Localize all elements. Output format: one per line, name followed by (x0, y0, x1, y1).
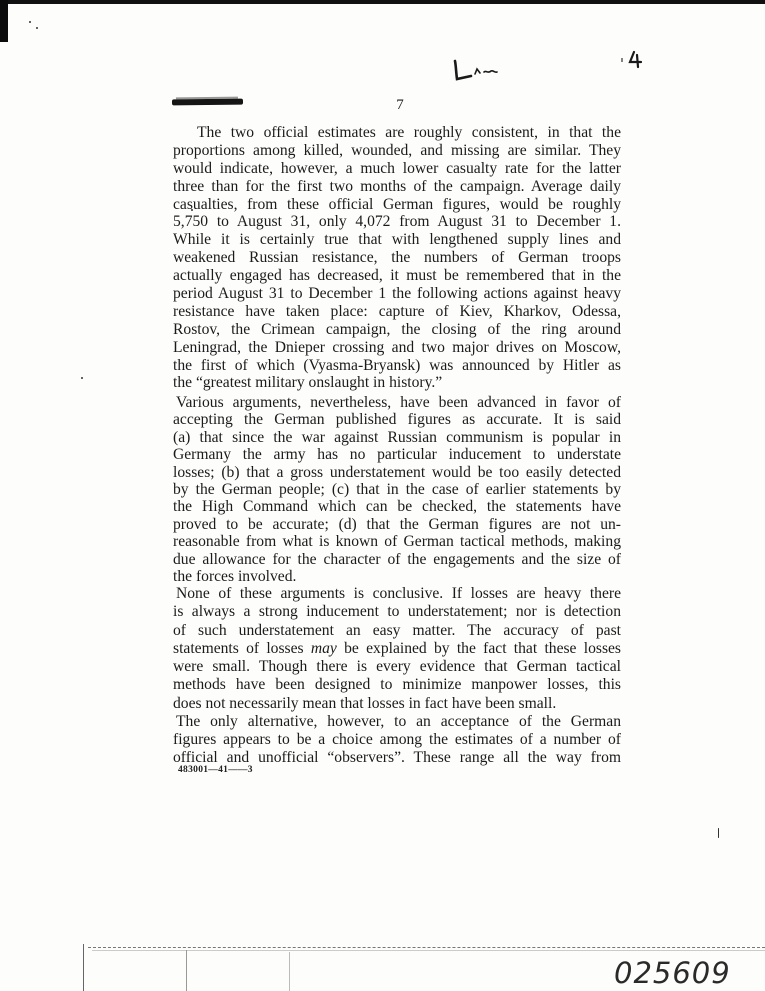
text-line: would indicate, however, a much lower casualty rate for the latter (173, 159, 621, 177)
scan-speck (81, 377, 83, 379)
text-line: resistance have taken place: capture of Kiev, Kharkov, Odessa, (173, 302, 621, 320)
paragraph-1 (173, 124, 621, 392)
text-line: the High Command which can be checked, the statements have (173, 498, 621, 516)
text-line: proved to be accurate; (d) that the German figures are not un- (173, 515, 621, 533)
text-line: The only alternative, however, to an acceptance of the German (176, 713, 621, 730)
text-line: were small. Though there is every evidence that German tactical (173, 658, 621, 676)
text-line: The two official estimates are roughly consistent, in that the (197, 124, 621, 141)
text-line: casualties, from these official German figures, would be roughly (173, 195, 621, 213)
paragraph-4 (173, 713, 621, 767)
text-line: of such understatement an easy matter. The accuracy of past (173, 621, 621, 639)
text-line: (a) that since the war against Russian communism is popular in (173, 428, 621, 446)
text-line: the first of which (Vyasma-Bryansk) was announced by Hitler as (173, 356, 621, 374)
text-line: figures appears to be a choice among the estimates of a number of (173, 731, 621, 748)
scan-artifact-line (289, 952, 290, 991)
text-line: Various arguments, nevertheless, have been advanced in favor of (176, 394, 621, 411)
text-line: accepting the German published figures as accurate. It is said (173, 411, 621, 429)
page-number: 7 (396, 97, 404, 113)
text-line: proportions among killed, wounded, and missing are similar. They (173, 141, 621, 159)
text-line: While it is certainly true that with lengthened supply lines and (173, 231, 621, 249)
text-line: Rostov, the Crimean campaign, the closing of the ring around (173, 320, 621, 338)
handwritten-number: 025609 (614, 956, 731, 990)
scan-artifact-line (92, 950, 765, 951)
text-line: the “greatest military onslaught in history.” (173, 374, 443, 392)
text-line: does not necessarily mean that losses in fact have been small. (173, 694, 557, 712)
text-line: reasonable from what is known of German tactical methods, making (173, 533, 621, 551)
text-line: official and unofficial “observers”. These range all the way from (173, 749, 621, 766)
text-line: by the German people; (c) that in the case of earlier statements by (173, 480, 621, 498)
text-line: Leningrad, the Dnieper crossing and two major drives on Moscow, (173, 338, 621, 356)
paragraph-2 (173, 394, 621, 585)
text-line: actually engaged has decreased, it must be remembered that in the (173, 267, 621, 285)
text-line: 5,750 to August 31, only 4,072 from August 31 to December 1. (173, 213, 621, 231)
text-line: weakened Russian resistance, the numbers of German troops (173, 249, 621, 267)
scan-artifact-line (83, 944, 84, 991)
text-line: None of these arguments is conclusive. If losses are heavy there (176, 585, 621, 602)
emphasized-word: may (310, 639, 337, 657)
text-line: the forces involved. (173, 567, 297, 585)
scan-artifact-line (186, 950, 187, 991)
print-code: 483001—41——3 (178, 765, 253, 775)
handwritten-mark (0, 0, 765, 120)
text-line: period August 31 to December 1 the following actions against heavy (173, 285, 621, 303)
text-line: Germany the army has no particular inducement to understate (173, 446, 621, 464)
scan-artifact-line (88, 947, 765, 948)
text-fragment: statements of losses (173, 639, 311, 657)
text-line: due allowance for the character of the engagements and the size of (173, 550, 621, 568)
text-line: methods have been designed to minimize manpower losses, this (173, 676, 621, 694)
text-line: losses; (b) that a gross understatement would be too easily detected (173, 463, 621, 481)
text-line (173, 640, 621, 658)
text-line: three than for the first two months of the campaign. Average daily (173, 177, 621, 195)
paragraph-3 (173, 585, 621, 713)
scan-speck (718, 828, 719, 838)
redacted-marking (172, 99, 243, 106)
text-line: is always a strong inducement to understatement; nor is detection (173, 603, 621, 621)
text-fragment: be explained by the fact that these losses (336, 639, 621, 657)
